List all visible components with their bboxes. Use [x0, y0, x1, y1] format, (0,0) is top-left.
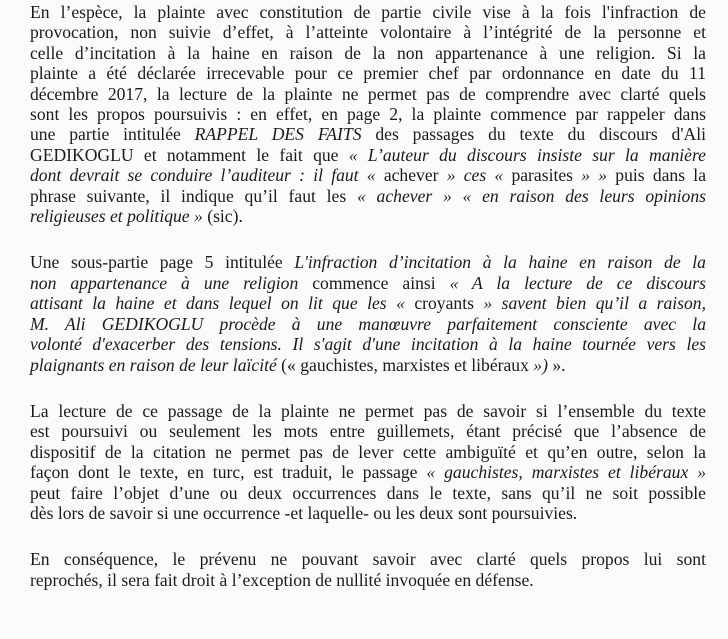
text-line — [30, 334, 706, 354]
paragraph-4 — [30, 549, 706, 590]
italic-text-segment: » savent bien qu’il a raison, — [473, 293, 707, 314]
text-segment: des passages du texte du discours d'Ali — [361, 124, 706, 145]
text-segment: ». — [547, 354, 566, 375]
text-segment: En conséquence, le prévenu ne pouvant savoir avec clarté quels propos lui sont — [30, 549, 706, 570]
paragraph-3 — [30, 401, 706, 523]
text-segment: Une sous-partie page 5 intitulée — [30, 252, 295, 273]
italic-text-segment: » ces « — [438, 165, 512, 186]
text-line — [30, 22, 706, 42]
italic-text-segment: religieuses et politique » — [30, 206, 203, 227]
text-segment: phrase suivante, il indique qu’il faut les — [30, 185, 357, 206]
text-line — [30, 165, 706, 185]
text-line — [30, 314, 706, 334]
text-segment: dispositif de la citation ne permet pas de lever cette ambiguïté et qu’en outre, selon la — [30, 441, 706, 462]
italic-text-segment: ») — [533, 354, 548, 375]
text-line — [30, 63, 706, 83]
text-line — [30, 462, 706, 482]
text-segment: façon dont le texte, en turc, est traduit, le passage — [30, 462, 427, 483]
italic-text-segment: « gauchistes, marxistes et libéraux » — [426, 462, 706, 483]
text-line — [30, 252, 706, 272]
text-line — [30, 206, 706, 226]
text-segment: En l’espèce, la plainte avec constitution de partie civile vise à la fois l'infraction de — [30, 2, 706, 22]
paragraph-1 — [30, 2, 706, 226]
italic-text-segment: volonté d'exacerber des tensions. Il s'agit d'une incitation à la haine tournée vers les — [30, 334, 706, 355]
italic-text-segment: non appartenance à une religion — [30, 272, 299, 293]
paragraph-2 — [30, 252, 706, 374]
text-segment: décembre 2017, la lecture de la plainte ne permet pas de comprendre avec clarté quels — [30, 83, 706, 104]
text-line — [30, 186, 706, 206]
text-line — [30, 104, 706, 124]
text-segment: GEDIKOGLU et notamment le fait que — [30, 144, 349, 165]
italic-text-segment: » » — [573, 165, 608, 186]
text-line — [30, 2, 706, 22]
document-body — [30, 2, 706, 590]
text-segment: La lecture de ce passage de la plainte ne permet pas de savoir si l’ensemble du texte — [30, 400, 706, 421]
text-segment: plainte a été déclarée irrecevable pour ce premier chef par ordonnance en date du 11 — [30, 63, 706, 84]
text-segment: (sic). — [202, 206, 243, 227]
text-segment: sont les propos poursuivis : en effet, en page 2, la plainte commence par rappeler dans — [30, 104, 706, 125]
text-segment: celle d’incitation à la haine en raison de la non appartenance à une religion. Si la — [30, 42, 706, 63]
text-segment: reprochés, il sera fait droit à l’exception de nullité invoquée en défense. — [30, 569, 534, 590]
text-line — [30, 442, 706, 462]
text-segment: peut faire l’objet d’une ou deux occurrences dans le texte, sans qu’il ne soit possible — [30, 482, 706, 503]
text-line — [30, 421, 706, 441]
text-line — [30, 145, 706, 165]
italic-text-segment: « L’auteur du discours insiste sur la manière — [348, 144, 706, 165]
text-line — [30, 43, 706, 63]
text-segment: (« gauchistes, marxistes et libéraux — [276, 354, 534, 375]
text-line — [30, 570, 706, 590]
italic-text-segment: dont devrait se conduire l’auditeur : il faut « — [30, 165, 384, 186]
italic-text-segment: plaignants en raison de leur laïcité — [30, 354, 277, 375]
text-line — [30, 549, 706, 569]
text-line — [30, 273, 706, 293]
text-segment: une partie intitulée — [30, 124, 195, 145]
italic-text-segment: L'infraction d’incitation à la haine en raison de la — [294, 252, 706, 273]
text-line — [30, 401, 706, 421]
text-segment: croyants — [414, 293, 474, 314]
text-segment: achever — [383, 165, 439, 186]
italic-text-segment: M. Ali GEDIKOGLU procède à une manœuvre parfaitement consciente avec la — [30, 313, 706, 334]
text-segment: dès lors de savoir si une occurrence -et laquelle- ou les deux sont poursuivies. — [30, 502, 578, 523]
text-segment: parasites — [511, 165, 574, 186]
text-line — [30, 124, 706, 144]
italic-text-segment: RAPPEL DES FAITS — [194, 124, 362, 145]
italic-text-segment: attisant la haine et dans lequel on lit que les « — [30, 293, 415, 314]
text-segment: commence ainsi — [298, 272, 450, 293]
italic-text-segment: « achever » « en raison des leurs opinions — [356, 185, 706, 206]
text-line — [30, 355, 706, 375]
text-line — [30, 483, 706, 503]
text-line — [30, 293, 706, 313]
text-line — [30, 503, 706, 523]
text-line — [30, 84, 706, 104]
text-segment: puis dans la — [607, 165, 706, 186]
text-segment: provocation, non suivie d’effet, à l’atteinte volontaire à l’intégrité de la personne et — [30, 22, 706, 43]
text-segment: est poursuivi ou seulement les mots entre guillemets, étant précisé que l’absence de — [30, 421, 706, 442]
italic-text-segment: « A la lecture de ce discours — [449, 272, 707, 293]
